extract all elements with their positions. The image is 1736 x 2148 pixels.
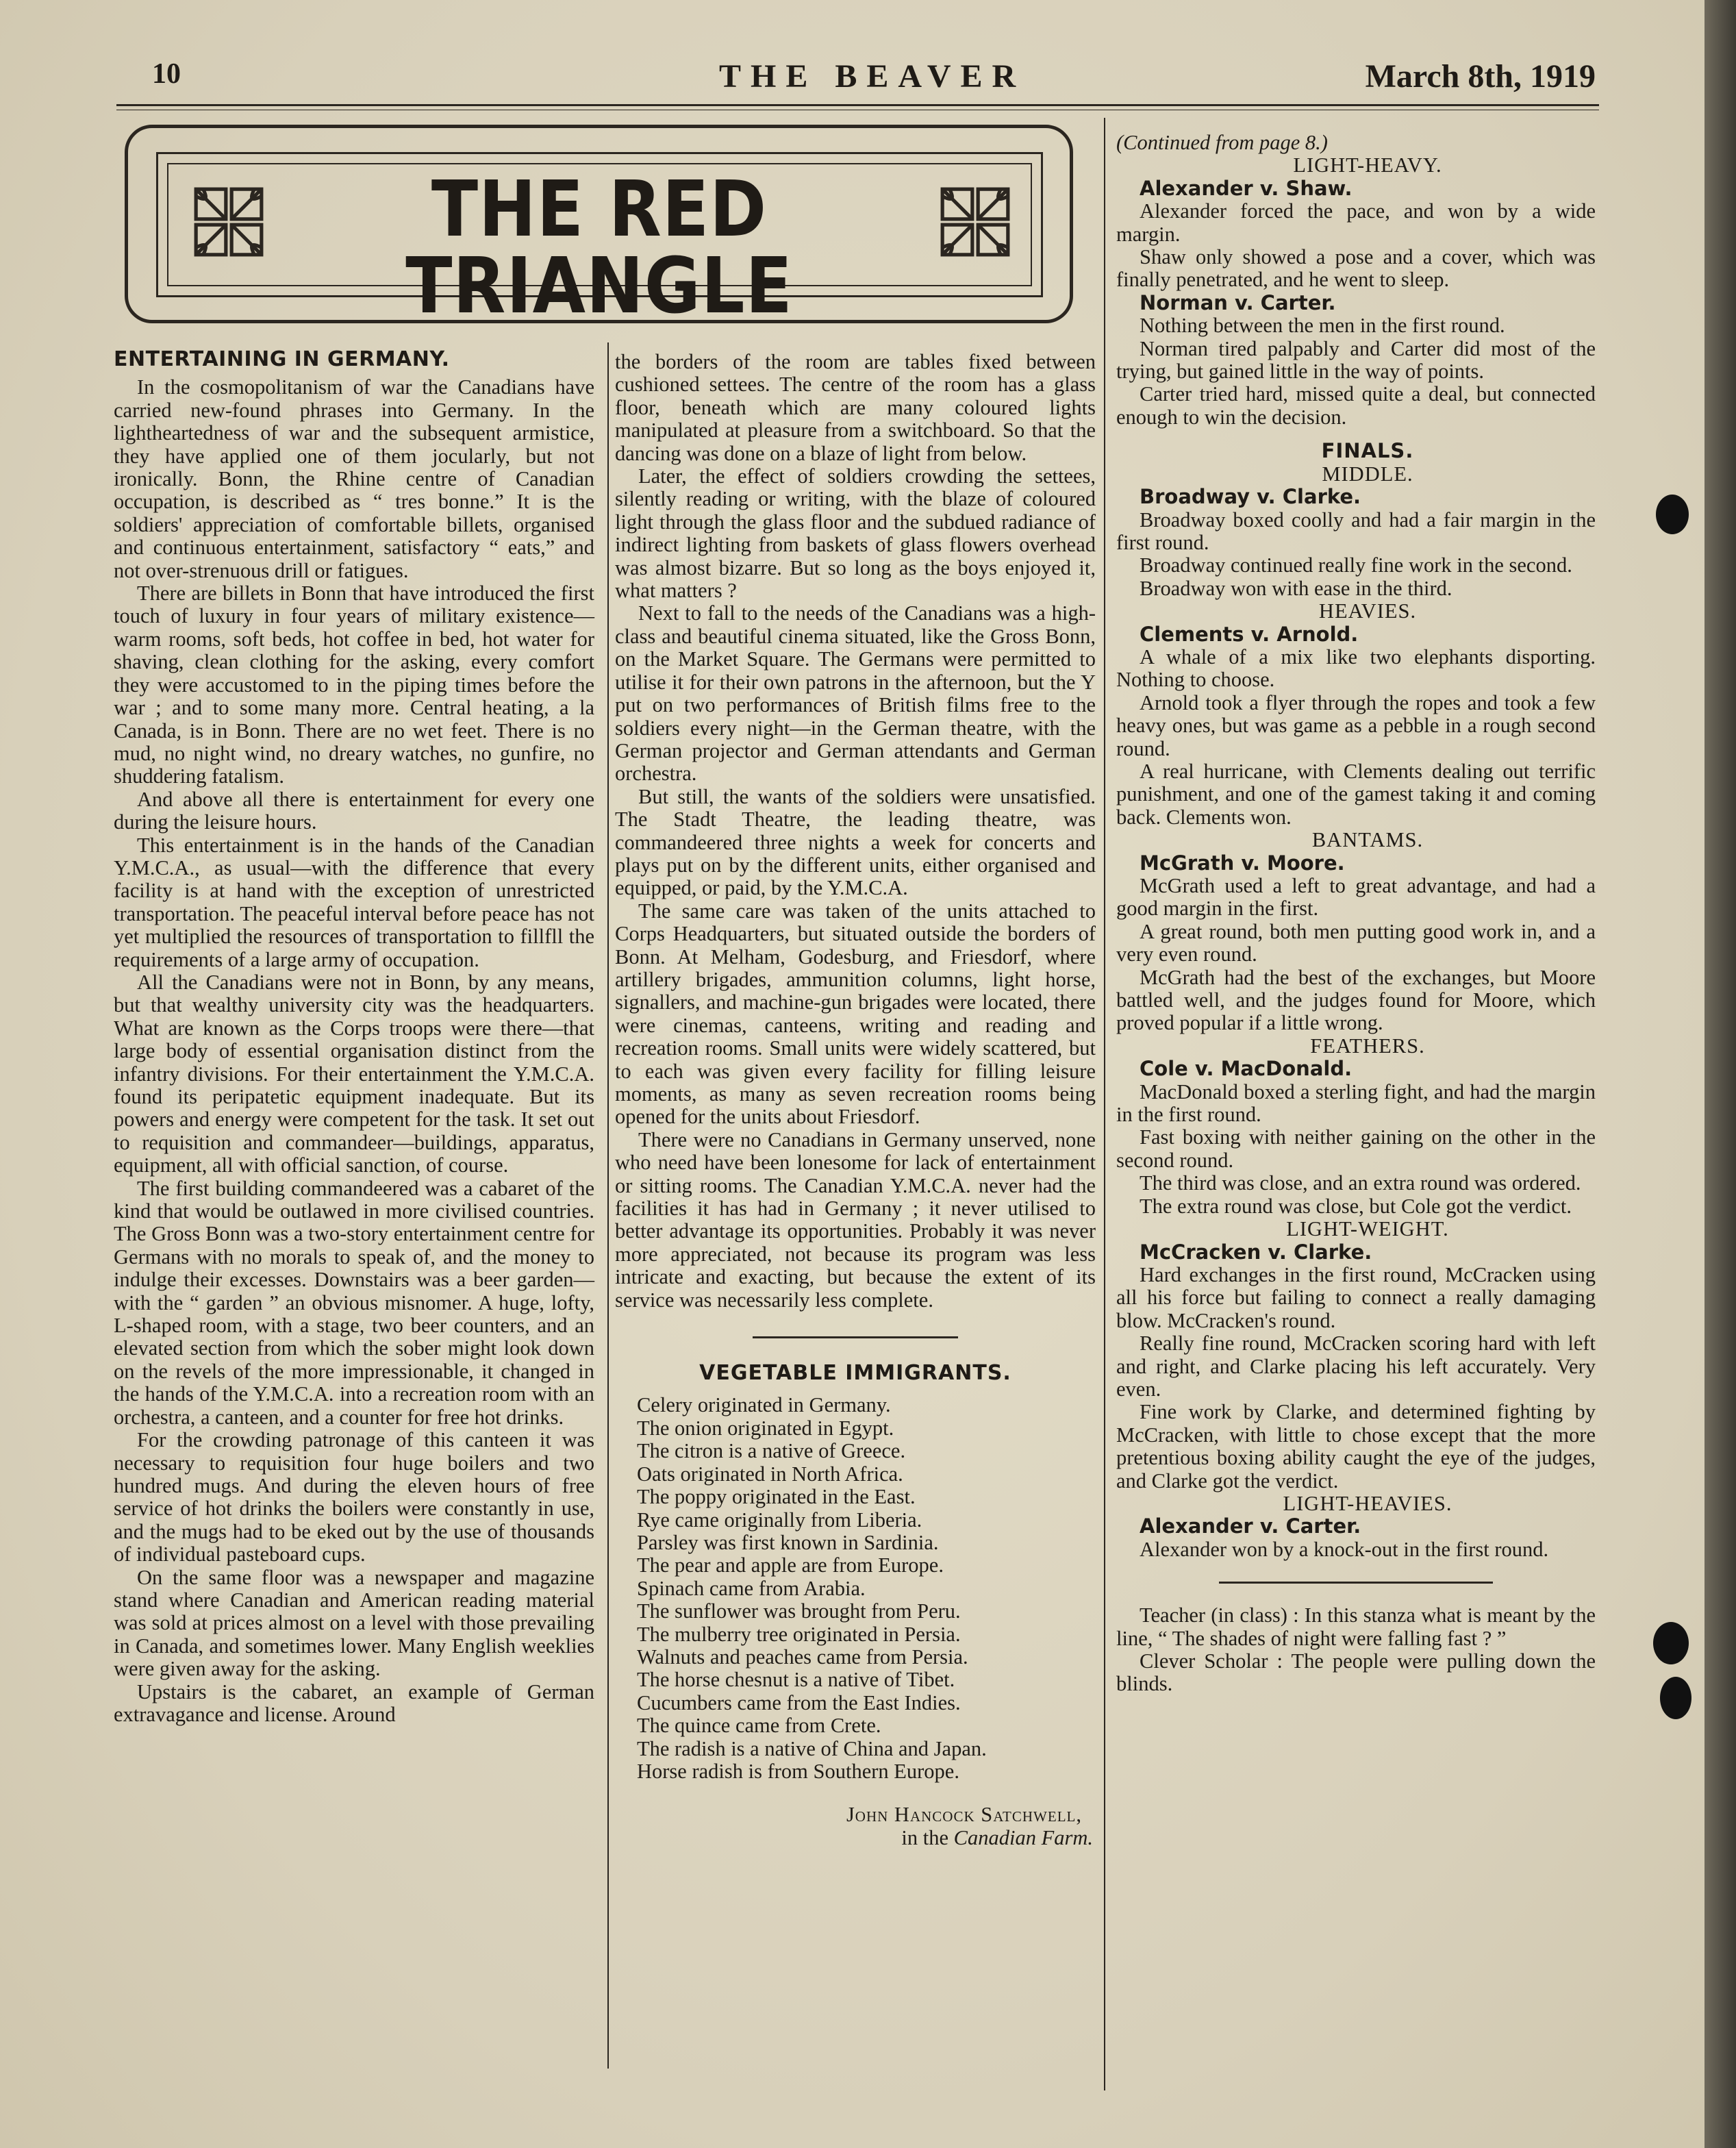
list-line: The radish is a native of China and Japan. bbox=[637, 1736, 987, 1760]
bout-text: Broadway continued really fine work in the second. bbox=[1140, 553, 1572, 577]
masthead-rule bbox=[116, 104, 1599, 106]
bout-text: A great round, both men putting good work in, and a very even round. bbox=[1116, 919, 1596, 966]
list-line: Parsley was first known in Sardinia. bbox=[637, 1530, 939, 1554]
paragraph: For the crowding patronage of this canteen it was necessary to requisition four huge boilers and two hundred mugs. And during the eleven hours of free service of hot drinks the boilers were constantly in use, and the mugs had to be eked out by the use of thousands of individual pasteboard cups. bbox=[114, 1428, 594, 1566]
bout-text: Nothing between the men in the first round. bbox=[1140, 314, 1505, 338]
section-divider bbox=[1219, 1582, 1493, 1584]
bout-text: Arnold took a flyer through the ropes and took a few heavy ones, but was game as a pebble in a rough second round. bbox=[1116, 690, 1596, 760]
bout-title: Alexander v. Carter. bbox=[1140, 1514, 1361, 1538]
article-column-2 bbox=[615, 351, 1096, 1849]
bout-text: A whale of a mix like two elephants disporting. Nothing to choose. bbox=[1116, 645, 1596, 692]
bout-text: Broadway won with ease in the third. bbox=[1140, 576, 1452, 600]
bout-text: Fine work by Clarke, and determined fighting by McCracken, with little to chose except that the more pretentious boxing ability caught the eye of the judges, and Clarke got the verdict. bbox=[1116, 1400, 1596, 1493]
bout-title: Alexander v. Shaw. bbox=[1140, 176, 1353, 200]
bout-text: The third was close, and an extra round was ordered. bbox=[1140, 1171, 1581, 1195]
paragraph: Upstairs is the cabaret, an example of German extravagance and license. Around bbox=[114, 1679, 594, 1726]
ink-blot bbox=[1656, 495, 1689, 534]
weight-class-heading: LIGHT-HEAVIES. bbox=[1283, 1491, 1452, 1515]
joke-line: Clever Scholar : The people were pulling down the blinds. bbox=[1116, 1649, 1596, 1696]
page-edge-shadow bbox=[1704, 0, 1736, 2148]
column-divider-right bbox=[1104, 118, 1105, 2090]
paragraph: the borders of the room are tables fixed between cushioned settees. The centre of the room has a glass floor, beneath which are many coloured lights manipulated at pleasure from a switchboard. So that the dancing was done on a blaze of light from below. bbox=[615, 350, 1096, 465]
bout-text: Norman tired palpably and Carter did most of the trying, but gained little in the way of points. bbox=[1116, 336, 1596, 384]
paragraph: This entertainment is in the hands of the Canadian Y.M.C.A., as usual—with the difference that every facility is at hand with the exception of unrestricted transportation. The peaceful interval before peace has not yet multiplied the resources of transportation to fillfll the requirements of a large army of occupation. bbox=[114, 833, 594, 971]
paragraph: In the cosmopolitanism of war the Canadians have carried new-found phrases into Germany. In the lightheartedness of war and the subsequent armistice, they have applied one of them jocularly, but not ironically. Bonn, the Rhine centre of Canadian occupation, is described as “ tres bonne.” It is the soldiers' appreciation of comfortable billets, organised and continuous entertainment, satisfactory “ eats,” and not over-strenuous drill or fatigues. bbox=[114, 375, 594, 582]
bout-text: The extra round was close, but Cole got the verdict. bbox=[1140, 1194, 1572, 1218]
paragraph: There are billets in Bonn that have introduced the first touch of luxury in four years of military existence—warm rooms, soft beds, hot coffee in bed, hot water for shaving, clean clothing for the asking, every comfort they were accustomed to in the piping times before the war ; and to some many more. Central heating, a la Canada, is in Bonn. There are no wet feet. There is no mud, no night wind, no dreary watches, no gunfire, no shuddering fatalism. bbox=[114, 582, 594, 788]
paragraph: All the Canadians were not in Bonn, by any means, but that wealthy university city was the headquarters. What are known as the Corps troops were there—that large body of essential organisation distinct from the infantry divisions. For their entertainment the Y.M.C.A. found its peripatetic equipment inadequate. But its powers and energy were competent for the task. It set out to requisition and commandeer—buildings, apparatus, equipment, all with official sanction, of course. bbox=[114, 970, 594, 1177]
credit-source: Canadian Farm. bbox=[953, 1825, 1093, 1849]
bout-text: Broadway boxed coolly and had a fair margin in the first round. bbox=[1116, 508, 1596, 554]
issue-date: March 8th, 1919 bbox=[1365, 58, 1596, 95]
weight-class-heading: MIDDLE. bbox=[1322, 462, 1413, 486]
list-line: The quince came from Crete. bbox=[637, 1714, 881, 1738]
list-line: The pear and apple are from Europe. bbox=[637, 1553, 944, 1577]
bout-title: McCracken v. Clarke. bbox=[1140, 1240, 1372, 1264]
credit-prefix: in the bbox=[901, 1825, 954, 1849]
bout-title: Broadway v. Clarke. bbox=[1140, 485, 1361, 509]
ink-blot bbox=[1653, 1622, 1689, 1664]
list-line: Cucumbers came from the East Indies. bbox=[637, 1690, 961, 1714]
list-line: The citron is a native of Greece. bbox=[637, 1439, 906, 1463]
bout-text: Fast boxing with neither gaining on the other in the second round. bbox=[1116, 1125, 1596, 1172]
credit-author: John Hancock Satchwell, bbox=[846, 1803, 1082, 1827]
list-line: Oats originated in North Africa. bbox=[637, 1462, 903, 1486]
finals-heading: FINALS. bbox=[1321, 439, 1414, 463]
bout-text: McGrath had the best of the exchanges, but Moore battled well, and the judges found for Moore, which proved popular if a little wrong. bbox=[1116, 965, 1596, 1035]
paragraph: On the same floor was a newspaper and magazine stand where Canadian and American reading material was sold at prices almost on a level with those prevailing in Canada, and sometimes lower. Many English weeklies were given away for the asking. bbox=[114, 1565, 594, 1681]
list-line: Walnuts and peaches came from Persia. bbox=[637, 1645, 968, 1669]
list-line: Horse radish is from Southern Europe. bbox=[637, 1759, 959, 1783]
bout-text: Really fine round, McCracken scoring hard with left and right, and Clarke placing his left accurately. Very even. bbox=[1116, 1332, 1596, 1401]
page-number: 10 bbox=[152, 58, 181, 90]
bout-text: Carter tried hard, missed quite a deal, but connected enough to win the decision. bbox=[1116, 382, 1596, 429]
ornament-icon-right bbox=[940, 186, 1011, 258]
publication-title: THE BEAVER bbox=[719, 58, 1026, 95]
weight-class-heading: BANTAMS. bbox=[1311, 828, 1424, 852]
bout-text: Shaw only showed a pose and a cover, which was finally penetrated, and he went to sleep. bbox=[1116, 245, 1596, 292]
paragraph: The first building commandeered was a cabaret of the kind that would be outlawed in more civilised countries. The Gross Bonn was a two-story entertainment centre for Germans with no morals to speak of, and the money to indulge their excesses. Downstairs was a beer garden—with the “ garden ” an obvious misnomer. A huge, lofty, L-shaped room, with a stage, two beer counters, and an elevated section from which the sober might look down on the revels of the more impressionable, it changed in the hands of the Y.M.C.A. into a recreation room with an orchestra, a canteen, and a counter for free hot drinks. bbox=[114, 1176, 594, 1429]
list-line: The sunflower was brought from Peru. bbox=[637, 1599, 961, 1623]
list-line: Spinach came from Arabia. bbox=[637, 1576, 866, 1600]
weight-class-heading: LIGHT-HEAVY. bbox=[1293, 153, 1442, 177]
bout-text: MacDonald boxed a sterling fight, and had the margin in the first round. bbox=[1116, 1079, 1596, 1127]
article-headline: VEGETABLE IMMIGRANTS. bbox=[699, 1361, 1011, 1386]
paragraph: There were no Canadians in Germany unserved, none who need have been lonesome for lack of entertainment or sitting rooms. The Canadian Y.M.C.A. never had the facilities it has had in Germany ; it never utilised to better advantage its opportunities. Probably it was never more appreciated, not because its program was less intricate and exacting, but because the extent of its service was necessarily less complete. bbox=[615, 1127, 1096, 1312]
bout-title: Clements v. Arnold. bbox=[1140, 622, 1359, 646]
continued-note: (Continued from page 8.) bbox=[1116, 131, 1328, 154]
paragraph: Next to fall to the needs of the Canadians was a high-class and beautiful cinema situated, like the Gross Bonn, on the Market Square. The Germans were permitted to utilise it for their own patrons in the afternoon, but the Y put on two performances of British films free to the soldiers every night—in the German theatre, with the German projector and German attendants and German orchestra. bbox=[615, 601, 1096, 786]
paragraph: But still, the wants of the soldiers were unsatisfied. The Stadt Theatre, the leading theatre, was commandeered three nights a week for concerts and plays put on by the different units, either organised and equipped, or paid, by the Y.M.C.A. bbox=[615, 784, 1096, 900]
bout-text: A real hurricane, with Clements dealing out terrific punishment, and one of the gamest taking it and coming back. Clements won. bbox=[1116, 759, 1596, 829]
list-line: Rye came originally from Liberia. bbox=[637, 1508, 922, 1532]
bout-title: McGrath v. Moore. bbox=[1140, 851, 1345, 875]
column-divider-left bbox=[607, 342, 609, 2069]
bout-text: Alexander forced the pace, and won by a wide margin. bbox=[1116, 199, 1596, 246]
weight-class-heading: FEATHERS. bbox=[1310, 1034, 1425, 1058]
article-column-1 bbox=[114, 348, 594, 1726]
article-headline: ENTERTAINING IN GERMANY. bbox=[114, 347, 450, 371]
ink-blot bbox=[1660, 1677, 1691, 1719]
credit-name bbox=[615, 1803, 1096, 1826]
bout-title: Cole v. MacDonald. bbox=[1140, 1057, 1353, 1081]
banner-title: THE RED TRIANGLE bbox=[405, 164, 793, 331]
ornament-icon-left bbox=[193, 186, 264, 258]
paragraph: The same care was taken of the units attached to Corps Headquarters, but situated outside the borders of Bonn. At Melham, Godesburg, and Friesdorf, where artillery brigades, ammunition columns, light horse, signallers, and machine-gun brigades were located, there were cinemas, canteens, writing and reading and recreation rooms. Small units were widely scattered, but to each was given every facility for filling leisure moments, as many as seven recreation rooms being opened for the units about Friesdorf. bbox=[615, 899, 1096, 1129]
list-line: The mulberry tree originated in Persia. bbox=[637, 1622, 961, 1646]
vegetable-list bbox=[615, 1394, 1096, 1783]
weight-class-heading: LIGHT-WEIGHT. bbox=[1286, 1217, 1449, 1241]
credit-source-line bbox=[615, 1827, 1096, 1849]
bout-text: Alexander won by a knock-out in the first round. bbox=[1140, 1537, 1549, 1561]
paragraph: Later, the effect of soldiers crowding the settees, silently reading or writing, with the blaze of coloured light through the glass floor and the subdued radiance of indirect lighting from baskets of glass flowers overhead was almost bizarre. But so long as the boys enjoyed it, what matters ? bbox=[615, 464, 1096, 603]
bout-text: McGrath used a left to great advantage, and had a good margin in the first. bbox=[1116, 874, 1596, 921]
boxing-column bbox=[1116, 132, 1596, 1696]
list-line: The horse chesnut is a native of Tibet. bbox=[637, 1668, 955, 1692]
paragraph: And above all there is entertainment for every one during the leisure hours. bbox=[114, 787, 594, 834]
bout-title: Norman v. Carter. bbox=[1140, 290, 1336, 314]
section-divider bbox=[753, 1336, 958, 1338]
joke-line: Teacher (in class) : In this stanza what is meant by the line, “ The shades of night were falling fast ? ” bbox=[1116, 1603, 1596, 1650]
list-line: The poppy originated in the East. bbox=[637, 1485, 916, 1509]
list-line: Celery originated in Germany. bbox=[637, 1393, 891, 1417]
bout-text: Hard exchanges in the first round, McCracken using all his force but failing to connect a really damaging blow. McCracken's round. bbox=[1116, 1262, 1596, 1332]
weight-class-heading: HEAVIES. bbox=[1318, 599, 1417, 623]
list-line: The onion originated in Egypt. bbox=[637, 1416, 894, 1440]
